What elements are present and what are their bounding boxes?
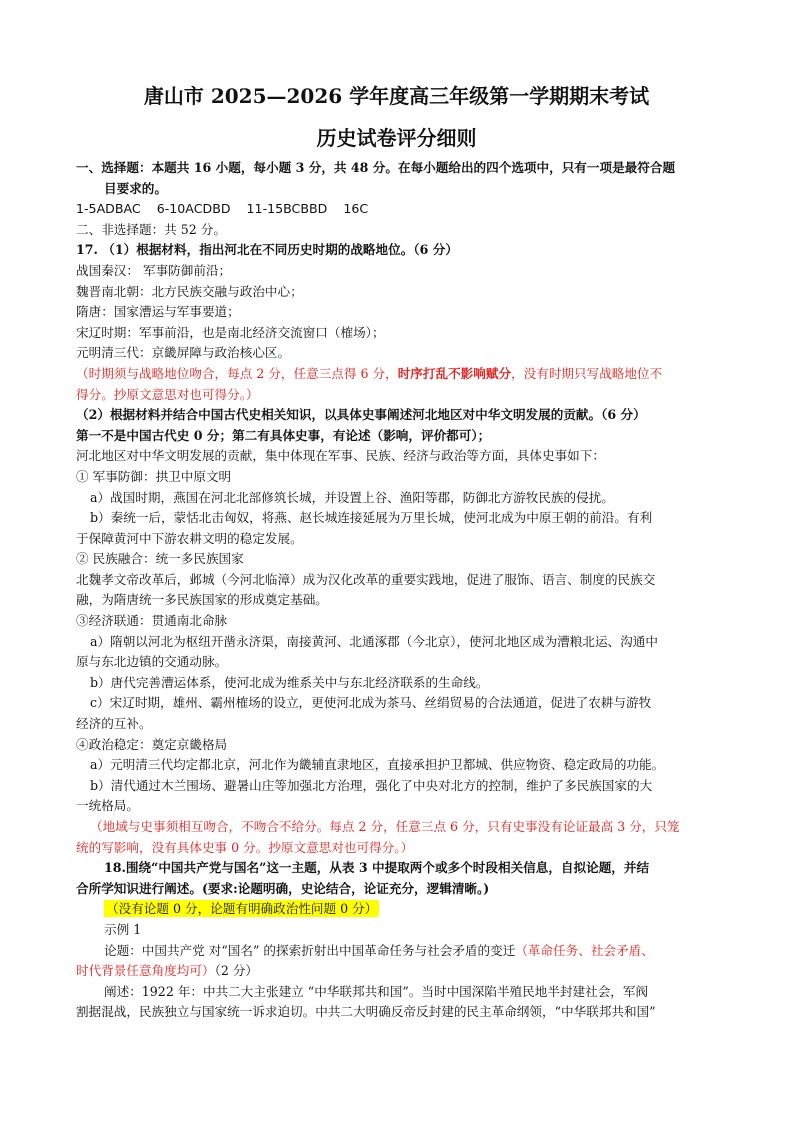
thesis-score: （2 分） <box>214 963 259 979</box>
q17-part2-rule: 第一不是中国古代史 0 分；第二有具体史事，有论述（影响，评价都可）； <box>76 427 491 443</box>
rule-text: （时期须与战略地位吻合，每点 2 分，任意三点得 6 分， <box>76 365 398 381</box>
military-b: b）秦统一后，蒙恬北击匈奴，将燕、赵长城连接延展为万里长城，使河北成为中原王朝的前沿。有利 <box>90 510 653 526</box>
period-item: 元明清三代：京畿屏障与政治核心区。 <box>76 345 291 361</box>
q17-part2-heading: （2）根据材料并结合中国古代史相关知识，以具体史事阐述河北地区对中华文明发展的贡献。（6 分） <box>76 407 646 423</box>
period-item: 隋唐：国家漕运与军事要道； <box>76 304 240 320</box>
elaboration: 阐述：1922 年：中共二大主张建立 “中华联邦共和国”。当时中国深陷半殖民地半封建社会，军阀 <box>104 983 649 999</box>
ethnic-text-cont: 融，为隋唐统一多民族国家的形成奠定基础。 <box>76 592 328 608</box>
ethnic-text: 北魏孝文帝改革后，邺城（今河北临漳）成为汉化改革的重要实践地，促进了服饰、语言、制度的民族交 <box>76 571 656 587</box>
politics-a: a）元明清三代均定都北京，河北作为畿辅直隶地区，直接承担护卫都城、供应物资、稳定政局的功能。 <box>90 757 665 773</box>
economy-c-cont: 经济的互补。 <box>76 716 152 732</box>
q17-part1-rule <box>76 364 722 385</box>
thesis-note-cont: 时代背景任意角度均可） <box>76 963 215 979</box>
rule-emphasis: 时序打乱不影响赋分 <box>397 365 512 381</box>
rule-text: ，没有时期只写战略地位不 <box>511 365 663 381</box>
politics-b: b）清代通过木兰围场、避暑山庄等加强北方治理，强化了中央对北方的控制，维护了多民族国家的大 <box>90 777 653 793</box>
period-item: 战国秦汉： 军事防御前沿； <box>76 262 232 278</box>
q18-note-row <box>76 899 722 920</box>
period-item: 宋辽时期：军事前沿，也是南北经济交流窗口（榷场）； <box>76 324 385 340</box>
economy-c: c）宋辽时期，雄州、霸州榷场的设立，更使河北成为茶马、丝绢贸易的合法通道，促进了农耕与游牧 <box>90 695 652 711</box>
period-item: 魏晋南北朝：北方民族交融与政治中心； <box>76 283 303 299</box>
military-a: a）战国时期，燕国在河北北部修筑长城，并设置上谷、渔阳等郡，防御北方游牧民族的侵扰。 <box>90 489 614 505</box>
thesis-line-cont <box>76 961 722 982</box>
thesis-note: （革命任务、社会矛盾、 <box>515 942 654 958</box>
military-heading: ① 军事防御：拱卫中原文明 <box>76 468 232 484</box>
military-b-cont: 于保障黄河中下游农耕文明的稳定发展。 <box>76 530 303 546</box>
politics-heading: ④政治稳定：奠定京畿格局 <box>76 736 228 752</box>
document-subtitle: 历史试卷评分细则 <box>316 126 477 150</box>
example-label: 示例 1 <box>104 921 142 937</box>
thesis-line <box>76 941 722 962</box>
section2-heading: 二、非选择题：共 52 分。 <box>76 221 226 237</box>
q17-part1-heading: 17. （1）根据材料，指出河北在不同历史时期的战略地位。（6 分） <box>76 242 458 258</box>
thesis-text: 论题：中国共产党 对“国名” 的探索折射出中国革命任务与社会矛盾的变迁 <box>104 942 516 958</box>
elaboration-cont: 割据混战，民族独立与国家统一诉求迫切。中共二大明确反帝反封建的民主革命纲领，“中华联邦共和国” <box>76 1004 656 1020</box>
economy-a: a）隋朝以河北为枢纽开凿永济渠，南接黄河、北通涿郡（今北京），使河北地区成为漕粮北运、沟通中 <box>90 633 658 649</box>
q17-part2-scoring: （地域与史事须相互吻合，不吻合不给分。每点 2 分，任意三点 6 分，只有史事没有论证最高 3 分，只笼 <box>90 819 680 834</box>
q18-heading-cont: 合所学知识进行阐述。(要求:论题明确，史论结合，论证充分，逻辑清晰。) <box>76 880 490 896</box>
economy-b: b）唐代完善漕运体系，使河北成为维系关中与东北经济联系的生命线。 <box>90 674 489 690</box>
document-body <box>76 158 722 1023</box>
q18-highlight-note: （没有论题 0 分，论题有明确政治性问题 0 分） <box>106 901 378 917</box>
q18-heading: 18.围绕“中国共产党与国名”这一主题，从表 3 中提取两个或多个时段相关信息，自拟论题，并结 <box>104 860 650 876</box>
q17-part2-scoring-cont: 统的写影响，没有具体史事 0 分。抄原文意思对也可得分。） <box>76 839 414 855</box>
politics-b-cont: 一统格局。 <box>76 798 139 814</box>
economy-heading: ③经济联通：贯通南北命脉 <box>76 613 228 629</box>
document-title: 唐山市 2025—2026 学年度高三年级第一学期期末考试 <box>143 84 650 108</box>
section1-heading-line2: 目要求的。 <box>104 180 167 196</box>
ethnic-heading: ② 民族融合：统一多民族国家 <box>76 551 244 567</box>
economy-a-cont: 原与东北边镇的交通动脉。 <box>76 654 228 670</box>
section1-heading-line1: 一、选择题：本题共 16 小题，每小题 3 分，共 48 分。在每小题给出的四个选项中，只有一项是最符合题 <box>76 160 676 175</box>
choice-answers: 1-5ADBAC 6-10ACDBD 11-15BCBBD 16C <box>76 201 369 217</box>
q17-intro: 河北地区对中华文明发展的贡献，集中体现在军事、民族、经济与政治等方面，具体史事如下： <box>76 448 605 464</box>
q17-part1-rule-cont: 得分。抄原文意思对也可得分。） <box>76 386 259 402</box>
